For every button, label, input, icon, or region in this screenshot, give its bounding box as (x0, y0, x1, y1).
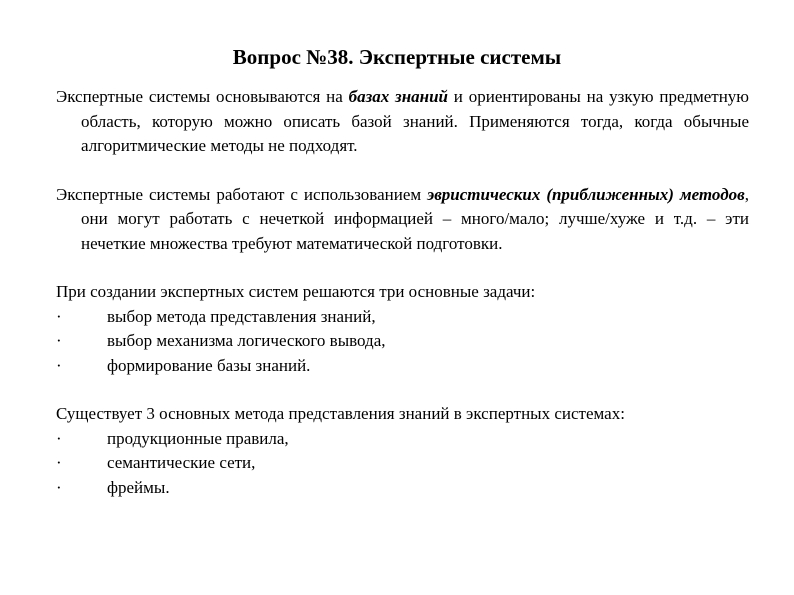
paragraph-text: Экспертные системы работают с использованием (56, 184, 428, 204)
bullet-icon: · (56, 428, 62, 448)
bullet-icon: · (56, 306, 62, 326)
list-item-text: выбор метода представления знаний, (107, 306, 376, 326)
bullet-icon: · (56, 331, 62, 350)
bullet-icon: · (56, 355, 62, 375)
slide-content (56, 85, 749, 500)
spacer (56, 378, 749, 402)
paragraph-text: и ориентированы на узкую предметную область, которую можно описать базой знаний. Применяются тогда, когда обычные алгоритмические методы не подходят. (81, 87, 749, 155)
paragraph-heuristic-methods (56, 183, 749, 257)
list-item-text: семантические сети, (107, 453, 256, 472)
paragraph-text: , они могут работать с нечеткой информацией – много/мало; лучше/хуже и т.д. – эти нечеткие множества требуют математической подготовки. (81, 184, 749, 253)
list-item (56, 354, 749, 379)
tasks-intro: При создании экспертных систем решаются три основные задачи: (56, 282, 536, 301)
list-item-text: формирование базы знаний. (107, 355, 311, 375)
emphasis-knowledge-bases: базах знаний (348, 87, 448, 106)
spacer (56, 159, 749, 183)
spacer (56, 256, 749, 280)
slide-title: Вопрос №38. Экспертные системы (232, 45, 562, 69)
list-item (56, 451, 749, 476)
list-item (56, 476, 749, 501)
list-item-text: фреймы. (107, 477, 170, 497)
list-item-text: выбор механизма логического вывода, (107, 331, 386, 350)
list-item (56, 305, 749, 330)
list-item-text: продукционные правила, (107, 428, 289, 448)
emphasis-heuristic-methods: эвристических (приближенных) методов (427, 184, 745, 204)
list-item (56, 427, 749, 452)
paragraph-knowledge-bases (56, 85, 749, 159)
paragraph-text: Экспертные системы основываются на (56, 87, 349, 106)
list-item (56, 329, 749, 354)
methods-intro: Существует 3 основных метода представления знаний в экспертных системах: (56, 404, 625, 423)
bullet-icon: · (56, 477, 62, 497)
bullet-icon: · (56, 453, 62, 472)
